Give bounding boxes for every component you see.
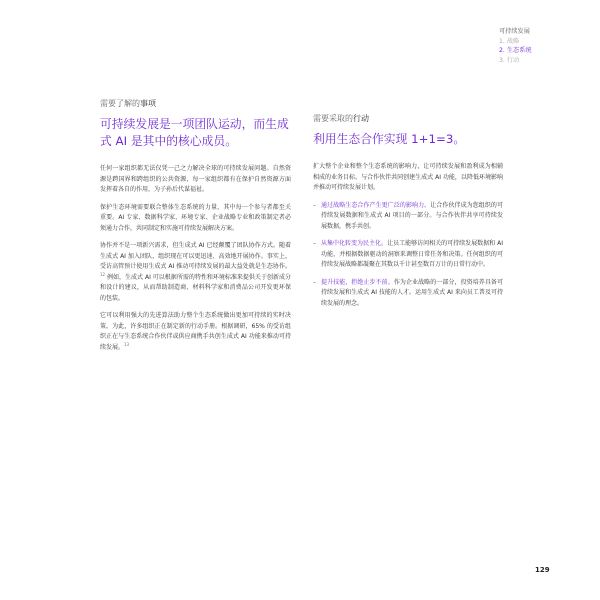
left-paragraph-4-text: 它可以利用强大的先进算法助力整个生态系统做出更加可持续的实时决策。为此，许多组织正在制定新的行动手册。根据调研，65% 的受访组织正在与生态系统合作伙伴或供应商携手共创生成式 AI 功能来推动可持续发展。: [100, 312, 291, 351]
right-kicker-prefix: 需要采取的: [313, 114, 353, 123]
action-bullet-text: 作为企业战略的一部分，投资培养具备可持续发展和生成式 AI 技能的人才。运用生成式 AI 来向员工普及可持续发展的理念。: [321, 278, 503, 307]
action-bullet: [313, 278, 503, 310]
nav-item-ecosystem[interactable]: 2. 生态系统: [499, 47, 532, 54]
left-paragraph-2: 保护生态环境需要联合整体生态系统的力量，其中每一个参与者都至关重要。AI 专家、数据科学家、环境专家、企业战略专业和政策制定者必须通力合作，共同制定和实施可持续发展解决方案。: [100, 203, 291, 232]
left-paragraph-3: [100, 241, 291, 304]
actions-column: [313, 114, 503, 316]
nav-title: 可持续发展: [499, 28, 530, 35]
nav-item-strategy[interactable]: 1. 战略: [499, 37, 520, 45]
section-nav: [499, 27, 594, 65]
action-bullet-lead: 提升技能，拒绝止步不前。: [321, 278, 394, 286]
action-bullet-lead: 从集中化转变为民主化。: [321, 240, 388, 247]
dash-marker: –: [313, 201, 316, 209]
left-kicker-prefix: 需要了解的: [100, 99, 140, 108]
dash-marker: –: [313, 240, 316, 247]
page-number: 129: [535, 566, 550, 574]
what-to-know-column: [100, 99, 291, 360]
nav-item-action[interactable]: 3. 行动: [499, 56, 520, 64]
left-paragraph-3-part-b: 例如，生成式 AI 可以根据所需的特性和环境标准来提供关于创新成分和设计的建议，从而帮助制造商、材料科学家和消费品公司开发更环保的包装。: [100, 273, 291, 302]
left-kicker: [100, 99, 291, 109]
left-paragraph-3-part-a: 协作并不是一项新兴需求，但生成式 AI 已经颠覆了团队协作方式。随着生成式 AI 加入团队，组织现在可以更迅速、高效地开展协作。事实上，受访高管预计使用生成式 AI 推动可持续发展的最大益处就是生态协作。: [100, 242, 291, 270]
action-bullet-lead: 通过战略生态合作产生更广泛的影响力。: [321, 201, 431, 209]
dash-marker: –: [313, 278, 316, 286]
footnote-ref-12[interactable]: 12: [100, 271, 106, 277]
right-kicker-strong: 行动: [353, 114, 369, 123]
action-bullet: [313, 239, 503, 271]
left-paragraph-1: 任何一家组织都无法仅凭一己之力解决全球的可持续发展问题。自然资源是跨国界和跨组织的公共资源，每一家组织都有在保护自然资源方面发挥着各自的作用，为子孙后代谋福祉。: [100, 165, 291, 193]
right-intro: 扩大整个企业和整个生态系统的影响力，让可持续发展和盈利成为相辅相成的业务目标。与合作伙伴共同创建生成式 AI 功能，以降低环境影响并推动可持续发展计划。: [313, 163, 503, 191]
left-paragraph-4: [100, 311, 291, 353]
left-kicker-strong: 事项: [140, 99, 156, 108]
right-kicker: [313, 114, 503, 124]
action-bullet: [313, 201, 503, 233]
left-headline: 可持续发展是一项团队运动，而生成式 AI 是其中的核心成员。: [100, 117, 289, 148]
footnote-ref-13[interactable]: 13: [124, 341, 130, 347]
action-bullet-text: 让合作伙伴成为您组织的可持续发展数据和生成式 AI 项目的一部分。与合作伙伴共享可持续发展数据，携手共创。: [321, 201, 503, 230]
right-headline: 利用生态合作实现 1+1=3。: [313, 132, 466, 146]
action-bullet-text: 让员工能够访问相关的可持续发展数据和 AI 功能，并根据数据驱动的洞察来调整日常任务和决策。任何组织的可持续发展战略都凝聚在其数以千计甚至数百万计的日常行动中。: [321, 240, 503, 268]
